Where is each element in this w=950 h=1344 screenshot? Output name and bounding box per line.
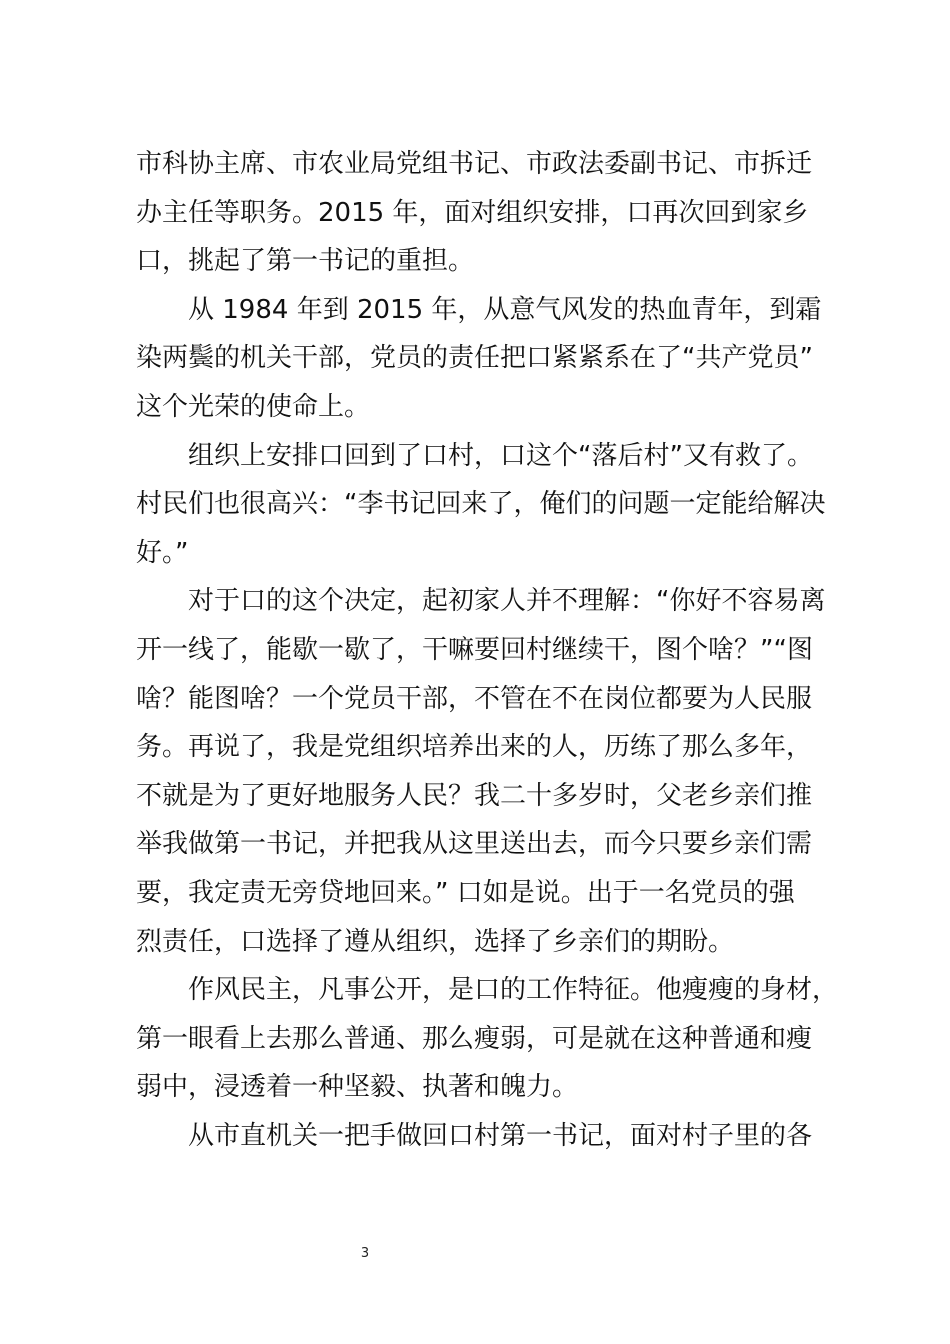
text-line: 第一眼看上去那么普通、那么瘦弱，可是就在这种普通和瘦	[136, 1023, 813, 1054]
text-line: 染两鬓的机关干部，党员的责任把口紧紧系在了“共产党员”	[136, 343, 813, 374]
text-line: 市科协主席、市农业局党组书记、市政法委副书记、市拆迁	[136, 149, 813, 179]
text-line: 村民们也很高兴：“李书记回来了，俺们的问题一定能给解决	[136, 489, 826, 520]
text-line: 要，我定责无旁贷地回来。” 口如是说。出于一名党员的强	[136, 877, 795, 908]
text-line: 对于口的这个决定，起初家人并不理解：“你好不容易离	[188, 586, 826, 617]
text-line: 烈责任，口选择了遵从组织，选择了乡亲们的期盼。	[136, 926, 735, 957]
text-line: 从 1984 年到 2015 年，从意气风发的热血青年，到霜	[188, 294, 822, 325]
text-line: 开一线了，能歇一歇了，干嘛要回村继续干，图个啥？”“图	[136, 634, 813, 665]
page-number: 3	[360, 1246, 370, 1261]
text-line: 不就是为了更好地服务人民？我二十多岁时，父老乡亲们推	[136, 780, 813, 811]
text-line: 弱中，浸透着一种坚毅、执著和魄力。	[136, 1072, 579, 1103]
text-line: 作风民主，凡事公开，是口的工作特征。他瘦瘦的身材，	[188, 975, 839, 1006]
body-text	[136, 140, 839, 1160]
text-line: 务。再说了，我是党组织培养出来的人，历练了那么多年，	[136, 732, 813, 763]
text-line: 办主任等职务。2015 年，面对组织安排，口再次回到家乡	[136, 197, 809, 228]
text-line: 口，挑起了第一书记的重担。	[136, 246, 475, 277]
text-line: 组织上安排口回到了口村，口这个“落后村”又有救了。	[188, 440, 813, 471]
text-line: 举我做第一书记，并把我从这里送出去，而今只要乡亲们需	[136, 829, 813, 860]
text-line: 好。”	[136, 537, 189, 568]
text-line: 啥？能图啥？一个党员干部，不管在不在岗位都要为人民服	[136, 683, 813, 714]
text-line: 这个光荣的使命上。	[136, 391, 371, 422]
text-line: 从市直机关一把手做回口村第一书记，面对村子里的各	[188, 1120, 813, 1151]
